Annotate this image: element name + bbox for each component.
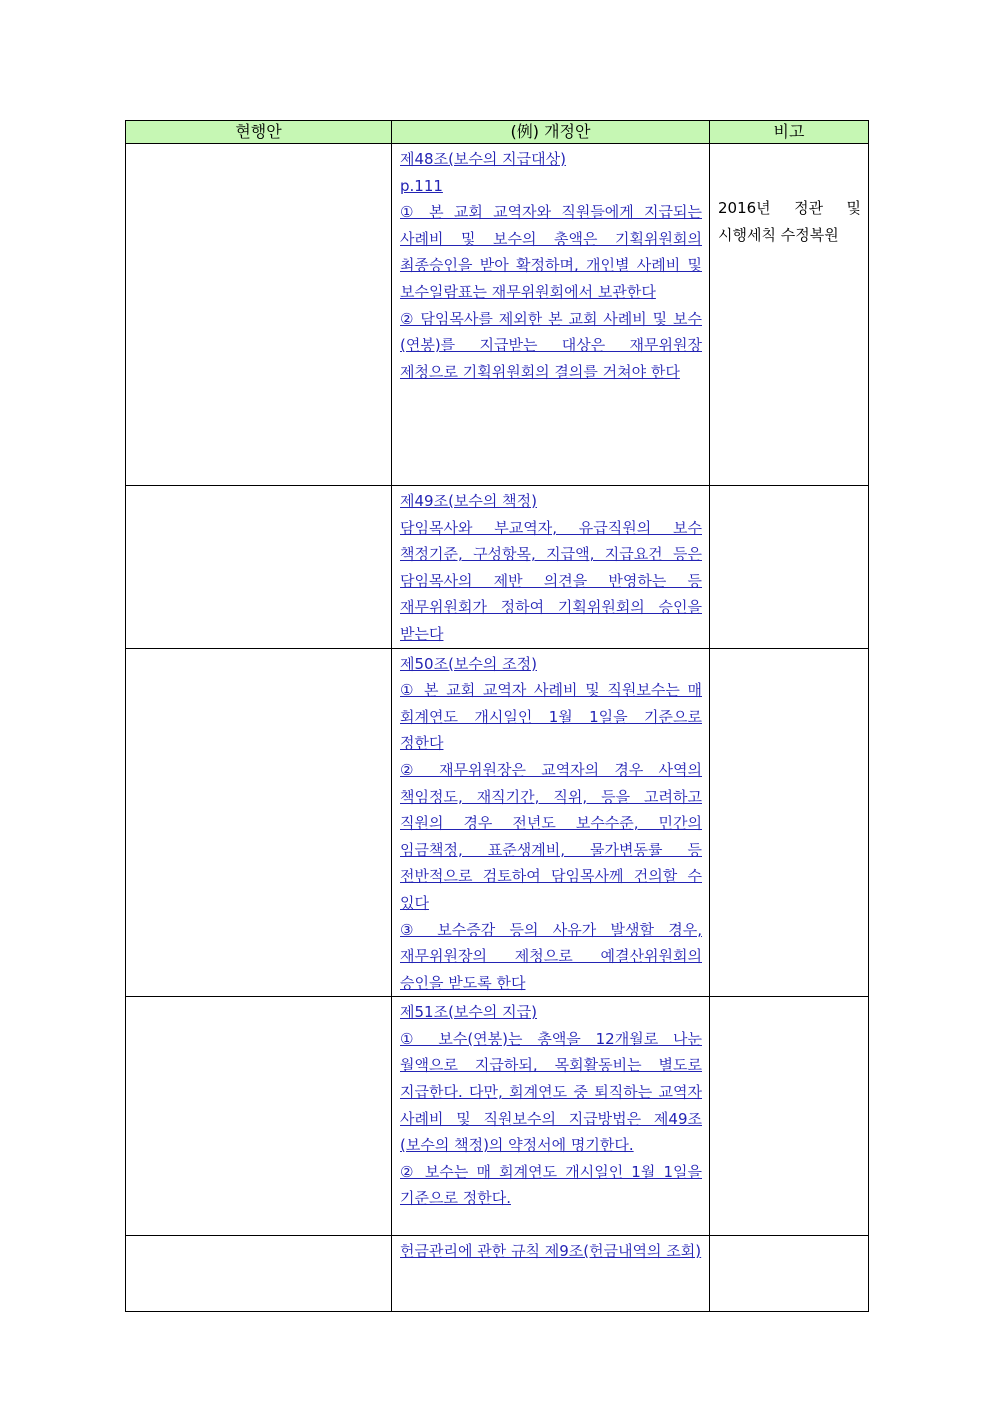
table-row	[126, 486, 869, 649]
clause-text: ② 담임목사를 제외한 본 교회 사례비 및 보수(연봉)를 지급받는 대상은 재무위원장 제청으로 기획위원회의 결의를 거쳐야 한다	[400, 309, 702, 381]
table-row	[126, 997, 869, 1236]
note-cell	[710, 486, 869, 649]
current-cell	[126, 648, 392, 997]
article-title: 헌금관리에 관한 규칙 제9조(헌금내역의 조회)	[400, 1242, 702, 1261]
article-title: 제50조(보수의 조정)	[400, 654, 537, 673]
clause-text: ③ 보수증감 등의 사유가 발생할 경우, 재무위원장의 제청으로 예결산위원회의 승인을 받도록 한다	[400, 920, 702, 992]
note-cell: 2016년 정관 및 시행세칙 수정복원	[710, 144, 869, 486]
note-cell	[710, 1236, 869, 1312]
note-cell	[710, 997, 869, 1236]
table-row	[126, 1236, 869, 1312]
table-row	[126, 648, 869, 997]
clause-text: ② 재무위원장은 교역자의 경우 사역의 책임정도, 재직기간, 직위, 등을 고려하고 직원의 경우 전년도 보수수준, 민간의 임금책정, 표준생계비, 물가변동률 등 전반적으로 검토하여 담임목사께 건의할 수 있다	[400, 760, 702, 912]
article-title: 제51조(보수의 지급)	[400, 1003, 537, 1022]
clause-text: ① 본 교회 교역자 사례비 및 직원보수는 매 회계연도 개시일인 1월 1일을 기준으로 정한다	[400, 681, 702, 753]
current-cell	[126, 144, 392, 486]
clause-text: ② 보수는 매 회계연도 개시일인 1월 1일을 기준으로 정한다.	[400, 1162, 702, 1208]
current-cell	[126, 1236, 392, 1312]
header-note: 비고	[710, 121, 869, 144]
amendment-cell	[392, 144, 710, 486]
header-current: 현행안	[126, 121, 392, 144]
header-amendment: (例) 개정안	[392, 121, 710, 144]
page-reference: p.111	[400, 176, 443, 195]
amendment-cell	[392, 1236, 710, 1312]
clause-text: ① 보수(연봉)는 총액을 12개월로 나눈 월액으로 지급하되, 목회활동비는 별도로 지급한다. 다만, 회계연도 중 퇴직하는 교역자 사례비 및 직원보수의 지급방법은 제49조(보수의 책정)의 약정서에 명기한다.	[400, 1029, 702, 1155]
amendment-cell	[392, 648, 710, 997]
current-cell	[126, 997, 392, 1236]
amendment-cell	[392, 486, 710, 649]
table-row	[126, 144, 869, 486]
revision-table	[125, 120, 869, 1312]
note-cell	[710, 648, 869, 997]
table-header-row	[126, 121, 869, 144]
clause-text: ① 본 교회 교역자와 직원들에게 지급되는 사례비 및 보수의 총액은 기획위원회의 최종승인을 받아 확정하며, 개인별 사례비 및 보수일람표는 재무위원회에서 보관한다	[400, 203, 702, 301]
article-title: 제49조(보수의 책정)	[400, 492, 537, 510]
amendment-cell	[392, 997, 710, 1236]
clause-text: 담임목사와 부교역자, 유급직원의 보수 책정기준, 구성항목, 지급액, 지급요건 등은 담임목사의 제반 의견을 반영하는 등 재무위원회가 정하여 기획위원회의 승인을 받는다	[400, 518, 702, 643]
article-title: 제48조(보수의 지급대상)	[400, 150, 566, 168]
current-cell	[126, 486, 392, 649]
